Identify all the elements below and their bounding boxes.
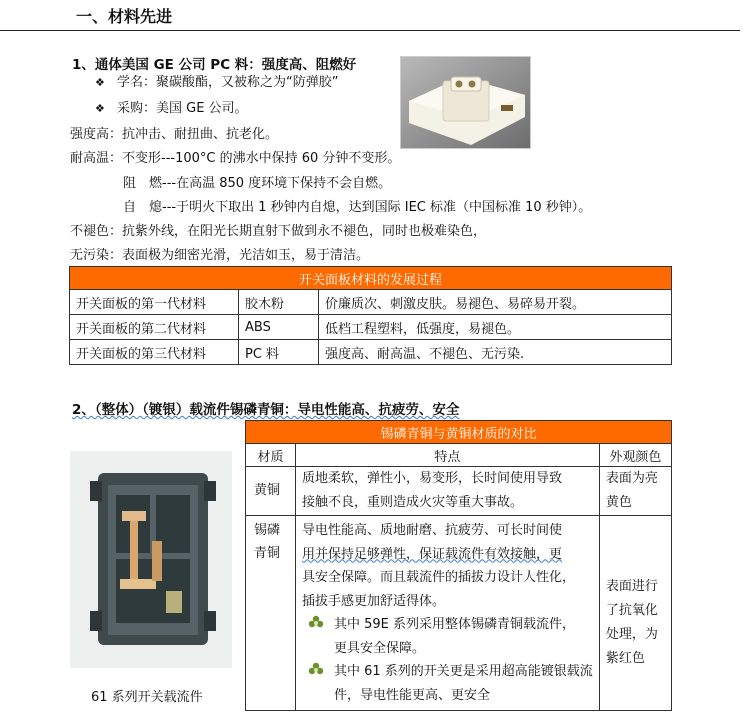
color-cell (599, 467, 671, 516)
table-cell: 开关面板的第一代材料 (70, 290, 239, 315)
table-header-row (246, 444, 672, 467)
table-row (70, 290, 672, 315)
sub-bullet-item (308, 660, 593, 684)
clover-bullet-icon (308, 662, 324, 678)
text-line: 青铜 (254, 546, 281, 561)
sub-bullet-text: 其中 59E 系列采用整体锡磷青铜载流件， (334, 617, 576, 632)
table-cell: 价廉质次、刺激皮肤。易褪色、易碎易开裂。 (319, 290, 672, 315)
text-line: 处理，为 (605, 627, 658, 642)
section-title: 一、材料先进 (76, 7, 173, 26)
header-cell: 外观颜色 (599, 444, 671, 467)
text-line: 黄色 (605, 495, 632, 510)
clover-bullet-icon (308, 615, 324, 631)
table-title: 开关面板材料的发展过程 (70, 267, 672, 290)
text-line: 导电性能高、质地耐磨、抗疲劳、可长时间使 (302, 523, 563, 538)
flame-line-2: 自 熄---于明火下取出 1 秒钟内自熄，达到国际 IEC 标准（中国标准 10 秒钟）。 (123, 200, 592, 215)
text-line: 了抗氧化 (605, 603, 658, 618)
fade-line: 不褪色：抗紫外线，在阳光长期直射下做到永不褪色，同时也极难染色， (70, 224, 487, 239)
text-line: 用并保持足够弹性，保证载流件有效接触，更 (302, 546, 563, 562)
bullet-text: 学名：聚碳酸酯，又被称之为“防弹胶” (117, 75, 339, 90)
switch-panel-photo (400, 56, 531, 149)
sub-bullet-item (308, 613, 593, 637)
bullet-text: 采购：美国 GE 公司。 (117, 101, 248, 116)
table-cell: 强度高、耐高温、不褪色、无污染. (319, 340, 672, 365)
text-line: 件，导电性能更高、更安全 (334, 687, 491, 703)
text-line: 质地柔软，弹性小，易变形，长时间使用导致 (302, 471, 563, 486)
heat-line: 耐高温：不变形---100°C 的沸水中保持 60 分钟不变形。 (70, 151, 401, 166)
section-divider (0, 30, 740, 31)
conductor-photo (70, 451, 232, 668)
text-line: 更具安全保障。 (334, 640, 426, 656)
part1-heading: 1、通体美国 GE 公司 PC 料：强度高、阻燃好 (72, 57, 357, 73)
table-title: 锡磷青铜与黄铜材质的对比 (246, 421, 672, 444)
bullet-item-2 (95, 98, 248, 120)
text-line: 表面为亮 (605, 471, 658, 486)
table-row (70, 340, 672, 365)
photo-caption: 61 系列开关载流件 (91, 690, 203, 705)
sub-bullet-text: 其中 61 系列的开关更是采用超高能镀银载流 (334, 664, 593, 679)
bullet-item-1 (95, 72, 338, 94)
table-cell: 低档工程塑料，低强度，易褪色。 (319, 315, 672, 340)
feature-cell (296, 467, 600, 516)
color-cell (599, 516, 671, 711)
text-line: 锡磷 (254, 523, 281, 538)
strength-line: 强度高：抗冲击、耐扭曲、抗老化。 (70, 127, 279, 142)
material-cell (246, 516, 296, 711)
table-row (70, 315, 672, 340)
copper-comparison-table (245, 420, 672, 711)
text-line: 具安全保障。而且载流件的插拔力设计人性化， (302, 570, 576, 585)
panel-material-table (69, 266, 672, 365)
text-line: 紫红色 (605, 651, 645, 666)
table-cell: 开关面板的第二代材料 (70, 315, 239, 340)
material-cell: 黄铜 (246, 467, 296, 516)
part2-heading: 2、（整体）（镀银）载流件锡磷青铜：导电性能高、抗疲劳、安全 (72, 402, 460, 418)
diamond-bullet-icon: ❖ (95, 76, 105, 89)
table-row (246, 516, 672, 711)
text-line: 表面进行 (605, 579, 658, 594)
table-cell: ABS (239, 315, 319, 340)
text-line: 接触不良，重则造成火灾等重大事故。 (302, 495, 524, 510)
clean-line: 无污染：表面极为细密光滑，光洁如玉，易于清洁。 (70, 248, 370, 263)
table-cell: 开关面板的第三代材料 (70, 340, 239, 365)
header-cell: 特点 (296, 444, 600, 467)
flame-line-1: 阻 燃---在高温 850 度环境下保持不会自燃。 (123, 176, 392, 191)
table-row (246, 467, 672, 516)
header-cell: 材质 (246, 444, 296, 467)
feature-cell (296, 516, 600, 711)
text-line: 插拔手感更加舒适得体。 (302, 593, 446, 609)
diamond-bullet-icon: ❖ (95, 102, 105, 115)
table-cell: PC 料 (239, 340, 319, 365)
table-cell: 胶木粉 (239, 290, 319, 315)
